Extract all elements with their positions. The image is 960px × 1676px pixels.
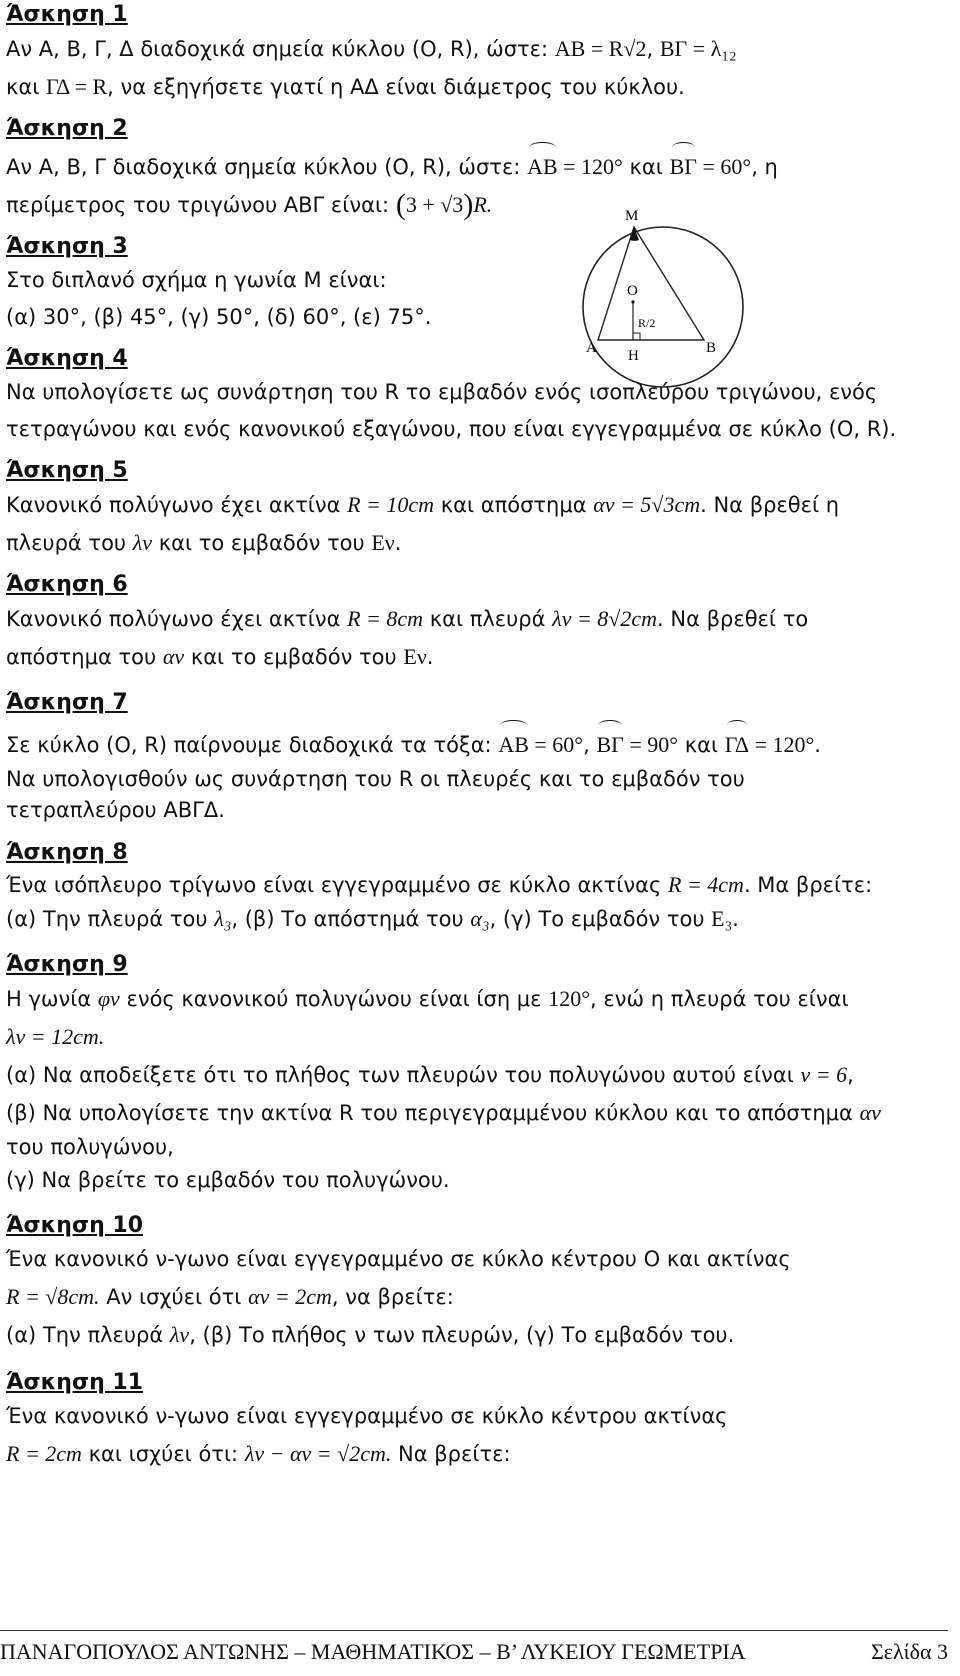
- math-radius: R = 2cm: [6, 1441, 82, 1466]
- exercise-5: [6, 456, 946, 562]
- exercise-9-part-b-2: του πολυγώνου,: [6, 1135, 174, 1159]
- label-a: A: [586, 340, 597, 356]
- math-radius: R = √8cm.: [6, 1284, 100, 1309]
- arc-bg: ΒΓ: [596, 722, 623, 763]
- math-radius: R = 10cm: [347, 492, 435, 517]
- math-side: λν = 8√2cm: [552, 606, 658, 631]
- exercise-7-line-2: Να υπολογισθούν ως συνάρτηση του R οι πλευρές και το εμβαδόν του: [6, 767, 745, 791]
- exercise-3-options: (α) 30°, (β) 45°, (γ) 50°, (δ) 60°, (ε) 75°.: [6, 305, 432, 329]
- exercise-5-title: Άσκηση 5: [6, 458, 128, 483]
- exercise-9: [6, 950, 946, 1199]
- exercise-9-part-a: (α) Να αποδείξετε ότι το πλήθος των πλευρών του πολυγώνου αυτού είναι ν = 6,: [6, 1062, 854, 1087]
- footer-author: ΠΑΝΑΓΟΠΟΥΛΟΣ ΑΝΤΩΝΗΣ – ΜΑΘΗΜΑΤΙΚΟΣ – Β’ ΛΥΚΕΙΟΥ ΓΕΩΜΕΤΡΙΑ: [0, 1639, 746, 1664]
- exercise-9-title: Άσκηση 9: [6, 952, 128, 977]
- center-point: [631, 300, 634, 303]
- math-area: Εν: [371, 530, 395, 555]
- arc-gd: ΓΔ: [725, 722, 749, 763]
- exercise-1: [6, 0, 946, 106]
- arc-ab: ΑΒ: [498, 722, 529, 763]
- math-angle-value: 120°: [548, 986, 591, 1011]
- label-m: M: [625, 210, 639, 224]
- exercise-10-title: Άσκηση 10: [6, 1213, 144, 1238]
- exercise-7-line-1: Σε κύκλο (Ο, R) παίρνουμε διαδοχικά τα τόξα: ΑΒ = 60°, ΒΓ = 90° και ΓΔ = 120°.: [6, 722, 946, 764]
- math-radius: R = 8cm: [347, 606, 424, 631]
- math-perimeter: 3 + √3: [405, 192, 464, 217]
- exercise-11: [6, 1368, 946, 1473]
- exercise-4-title: Άσκηση 4: [6, 346, 128, 371]
- exercise-1-line-1: Αν Α, Β, Γ, Δ διαδοχικά σημεία κύκλου (Ο, R), ώστε: ΑΒ = R√2, ΒΓ = λ₁₂: [6, 36, 737, 61]
- math-side: λν: [169, 1322, 190, 1347]
- math-apothem: αν: [859, 1100, 881, 1125]
- math-apothem: αν = 2cm: [248, 1284, 332, 1309]
- footer-page-number: Σελίδα 3: [870, 1639, 948, 1664]
- exercise-7-title: Άσκηση 7: [6, 690, 128, 715]
- math-angle: φν: [97, 986, 120, 1011]
- exercise-6: [6, 570, 946, 676]
- page-footer: [0, 1630, 948, 1665]
- math-side: λν: [132, 530, 153, 555]
- exercise-5-line-2: πλευρά του λν και το εμβαδόν του Εν.: [6, 530, 402, 555]
- label-b: B: [706, 340, 717, 356]
- exercise-1-line-2: και ΓΔ = R, να εξηγήσετε γιατί η ΑΔ είναι διάμετρος του κύκλου.: [6, 74, 685, 99]
- exercise-11-line-1: Ένα κανονικό ν-γωνο είναι εγγεγραμμένο σε κύκλο κέντρου ακτίνας: [6, 1404, 728, 1428]
- exercise-6-line-2: απόστημα του αν και το εμβαδόν του Εν.: [6, 644, 434, 669]
- exercise-2-title: Άσκηση 2: [6, 116, 128, 141]
- exercise-8-title: Άσκηση 8: [6, 840, 128, 865]
- exercise-8: [6, 838, 946, 936]
- math-apothem: αν: [162, 644, 185, 669]
- math-gd: ΓΔ = R: [46, 74, 108, 99]
- exercise-8-line-2: (α) Την πλευρά του λ₃, (β) Το απόστημά του α₃, (γ) Το εμβαδόν του Ε₃.: [6, 906, 739, 931]
- math-apothem: α₃: [470, 906, 490, 931]
- arc-ab: ΑΒ: [527, 144, 558, 185]
- exercise-10-line-1: Ένα κανονικό ν-γωνο είναι εγγεγραμμένο σε κύκλο κέντρου Ο και ακτίνας: [6, 1247, 791, 1271]
- exercise-3: [6, 232, 946, 336]
- exercise-2: [6, 114, 946, 224]
- math-side: λν = 12cm.: [6, 1024, 105, 1049]
- exercise-10-line-2: R = √8cm. Αν ισχύει ότι αν = 2cm, να βρείτε:: [6, 1284, 454, 1309]
- exercise-4-line-2: τετραγώνου και ενός κανονικού εξαγώνου, που είναι εγγεγραμμένα σε κύκλο (Ο, R).: [6, 417, 897, 441]
- exercise-2-line-1: Αν Α, Β, Γ διαδοχικά σημεία κύκλου (Ο, R), ώστε: ΑΒ = 120° και ΒΓ = 60°, η: [6, 144, 946, 186]
- exercise-3-title: Άσκηση 3: [6, 234, 128, 259]
- math-side: λ₃: [214, 906, 232, 931]
- math-relation: λν − αν = √2cm.: [244, 1441, 392, 1466]
- exercise-10: [6, 1211, 946, 1354]
- exercise-9-part-c: (γ) Να βρείτε το εμβαδόν του πολυγώνου.: [6, 1168, 450, 1192]
- math-ab: ΑΒ = R√2: [554, 36, 647, 61]
- exercise-6-title: Άσκηση 6: [6, 572, 128, 597]
- exercise-5-line-1: Κανονικό πολύγωνο έχει ακτίνα R = 10cm και απόστημα αν = 5√3cm. Να βρεθεί η: [6, 492, 840, 517]
- math-area: Ε₃: [711, 906, 733, 931]
- exercise-7-line-3: τετραπλεύρου ΑΒΓΔ.: [6, 798, 225, 822]
- math-radius: R = 4cm: [668, 872, 744, 897]
- exercise-11-title: Άσκηση 11: [6, 1370, 144, 1395]
- label-h: H: [628, 348, 639, 364]
- exercise-9-line-2: [6, 1018, 946, 1056]
- exercise-9-part-b: (β) Να υπολογίσετε την ακτίνα R του περιγεγραμμένου κύκλου και το απόστημα αν: [6, 1100, 881, 1125]
- figure-circle: [583, 227, 743, 387]
- label-r2: R/2: [638, 316, 656, 330]
- exercise-4: [6, 344, 946, 448]
- right-angle-marker: [633, 333, 640, 340]
- math-n: ν = 6: [800, 1062, 848, 1087]
- exercise-1-title: Άσκηση 1: [6, 2, 128, 27]
- math-apothem: αν = 5√3cm: [593, 492, 701, 517]
- math-area: Εν: [403, 644, 427, 669]
- exercise-10-line-3: (α) Την πλευρά λν, (β) Το πλήθος ν των πλευρών, (γ) Το εμβαδόν του.: [6, 1322, 735, 1347]
- exercise-11-line-2: R = 2cm και ισχύει ότι: λν − αν = √2cm. Να βρείτε:: [6, 1441, 511, 1466]
- math-bg: ΒΓ = λ₁₂: [659, 36, 737, 61]
- exercise-9-line-1: Η γωνία φν ενός κανονικού πολυγώνου είναι ίση με 120°, ενώ η πλευρά του είναι: [6, 986, 849, 1011]
- exercise-7: [6, 688, 946, 826]
- label-o: O: [627, 283, 638, 299]
- circle-triangle-figure: [546, 210, 776, 390]
- document-page: [6, 0, 946, 1473]
- arc-bg: ΒΓ: [670, 144, 697, 185]
- exercise-2-line-2: περίμετρος του τριγώνου ΑΒΓ είναι: (3 + √3)R.: [6, 188, 493, 221]
- exercise-8-line-1: Ένα ισόπλευρο τρίγωνο είναι εγγεγραμμένο σε κύκλο ακτίνας R = 4cm. Μα βρείτε:: [6, 872, 873, 897]
- exercise-4-line-1: Να υπολογίσετε ως συνάρτηση του R το εμβαδόν ενός ισοπλεύρου τριγώνου, ενός: [6, 380, 878, 404]
- exercise-6-line-1: Κανονικό πολύγωνο έχει ακτίνα R = 8cm και πλευρά λν = 8√2cm. Να βρεθεί το: [6, 606, 809, 631]
- exercise-3-line-1: Στο διπλανό σχήμα η γωνία Μ είναι:: [6, 268, 387, 292]
